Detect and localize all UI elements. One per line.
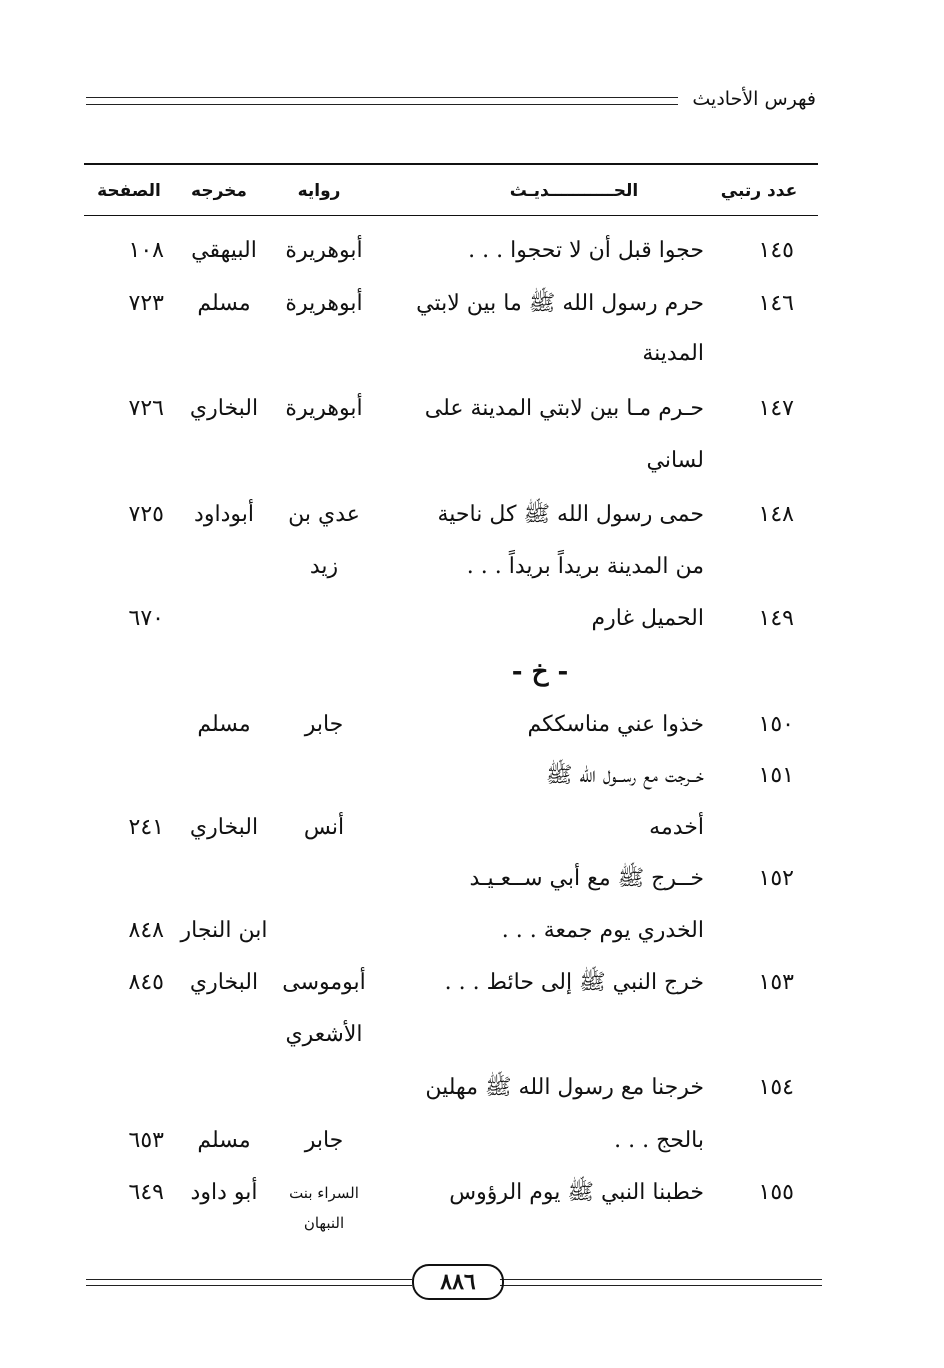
row-narrator: عدي بن — [288, 502, 360, 527]
row-hadith-line: خــرج ﷺ مع أبي ســعـيـد — [469, 866, 704, 891]
row-page: ٦٥٣ — [128, 1128, 164, 1153]
row-narrator: أبوهريرة — [285, 396, 363, 421]
column-header-page: الصفحة — [97, 181, 161, 201]
row-rank: ١٥٤ — [758, 1075, 794, 1100]
row-hadith-line: أخدمه — [649, 815, 704, 840]
row-narrator: السراء بنت — [289, 1184, 359, 1202]
row-hadith-line: خرج النبي ﷺ إلى حائط . . . — [444, 970, 704, 995]
table-header-rule — [84, 215, 818, 216]
row-rank: ١٤٥ — [758, 238, 794, 263]
row-source: البيهقي — [191, 238, 257, 263]
row-page: ٦٧٠ — [128, 606, 164, 631]
footer-rule-left — [86, 1279, 412, 1286]
row-hadith-line: حمى رسول الله ﷺ كل ناحية — [437, 502, 704, 527]
row-source: ابن النجار — [180, 918, 268, 943]
row-page: ٨٤٨ — [128, 918, 164, 943]
table-top-rule — [84, 163, 818, 165]
column-header-source: مخرجه — [191, 181, 247, 201]
row-hadith-line: لساني — [646, 448, 704, 473]
row-hadith-line: حرم رسول الله ﷺ ما بين لابتي — [416, 291, 704, 316]
column-header-hadith: الحـــــــــــديـث — [509, 181, 639, 201]
row-narrator: أبوموسى — [282, 970, 366, 995]
section-letter-heading: - خ - — [511, 657, 569, 687]
row-source: أبوداود — [194, 502, 254, 527]
row-source: البخاري — [189, 970, 259, 995]
footer-rule-right — [500, 1279, 822, 1286]
row-hadith-line: خرجنا مع رسول الله ﷺ مهلين — [425, 1075, 704, 1100]
row-narrator: أبوهريرة — [285, 238, 363, 263]
row-page: ٨٤٥ — [128, 970, 164, 995]
row-rank: ١٥٢ — [758, 866, 794, 891]
row-source: البخاري — [189, 396, 259, 421]
row-narrator: أنس — [303, 815, 345, 840]
row-hadith-line: بالحج . . . — [614, 1128, 704, 1153]
row-hadith-line: حـرم مـا بين لابتي المدينة على — [424, 396, 704, 421]
row-hadith-line: خطبنا النبي ﷺ يوم الرؤوس — [449, 1180, 704, 1205]
row-narrator: الأشعري — [285, 1022, 363, 1047]
row-page: ٧٢٥ — [128, 502, 164, 527]
column-header-rank: عدد رتبي — [720, 181, 798, 201]
row-narrator: النبهان — [303, 1214, 345, 1232]
row-rank: ١٥٠ — [758, 712, 794, 737]
row-source: مسلم — [197, 712, 251, 737]
row-narrator: جابر — [304, 712, 344, 737]
row-rank: ١٤٨ — [758, 502, 794, 527]
row-page: ١٠٨ — [128, 238, 164, 263]
row-source: مسلم — [197, 291, 251, 316]
header-double-rule — [86, 97, 678, 105]
row-hadith-line: الخدري يوم جمعة . . . — [501, 918, 704, 943]
row-narrator: جابر — [304, 1128, 344, 1153]
row-hadith-line: حجوا قبل أن لا تحجوا . . . — [468, 238, 704, 263]
row-narrator: أبوهريرة — [285, 291, 363, 316]
row-rank: ١٥١ — [758, 763, 794, 788]
row-rank: ١٤٩ — [758, 606, 794, 631]
row-hadith-line: خــرجت مع رســول الله ﷺ — [545, 763, 704, 788]
row-hadith-line: المدينة — [642, 341, 704, 366]
row-page: ٦٤٩ — [128, 1180, 164, 1205]
running-header-title: فهرس الأحاديث — [692, 88, 816, 110]
row-rank: ١٤٦ — [758, 291, 794, 316]
row-hadith-line: من المدينة بريداً بريداً . . . — [466, 554, 704, 579]
row-rank: ١٤٧ — [758, 396, 794, 421]
row-rank: ١٥٣ — [758, 970, 794, 995]
row-hadith-line: خذوا عني مناسككم — [527, 712, 704, 737]
row-page: ٧٢٦ — [128, 396, 164, 421]
row-source: البخاري — [189, 815, 259, 840]
row-source: مسلم — [197, 1128, 251, 1153]
row-source: أبو داود — [190, 1180, 258, 1205]
page-number-badge: ٨٨٦ — [412, 1264, 504, 1300]
row-narrator: زيد — [309, 554, 339, 579]
row-hadith-line: الحميل غارم — [591, 606, 704, 631]
column-header-narrator: روايه — [297, 181, 341, 201]
row-page: ٢٤١ — [128, 815, 164, 840]
row-page: ٧٢٣ — [128, 291, 164, 316]
row-rank: ١٥٥ — [758, 1180, 794, 1205]
